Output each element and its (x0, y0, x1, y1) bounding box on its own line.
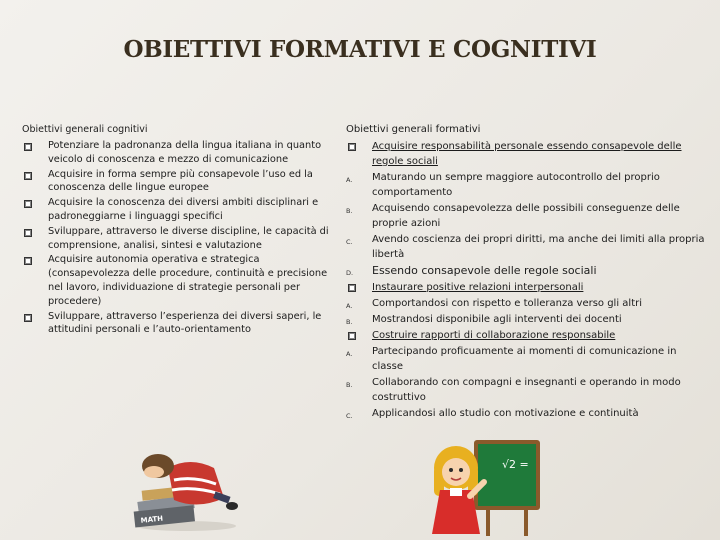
checkbox-bullet-icon (24, 257, 32, 265)
list-item: Acquisire la conoscenza dei diversi ambiti disciplinari e padroneggiarne i linguaggi specifici (22, 196, 340, 224)
list-item: Acquisire in forma sempre più consapevole l’uso ed la conoscenza delle lingue europee (22, 168, 340, 196)
list-item: Costruire rapporti di collaborazione responsabile (346, 328, 706, 343)
list-item: Sviluppare, attraverso le diverse discipline, le capacità di comprensione, analisi, sintesi e valutazione (22, 225, 340, 253)
list-item: Potenziare la padronanza della lingua italiana in quanto veicolo di conoscenza e mezzo di comunicazione (22, 139, 340, 167)
sleeping-student-illustration (128, 428, 240, 532)
list-item: B. Collaborando con compagni e insegnanti e operando in modo costruttivo (346, 377, 681, 403)
list-item: A. Partecipando proficuamente ai momenti di comunicazione in classe (346, 346, 677, 372)
formative-objectives-list (346, 139, 706, 421)
checkbox-bullet-icon (348, 143, 356, 151)
list-item: Instaurare positive relazioni interpersonali (346, 280, 706, 295)
checkbox-bullet-icon (24, 314, 32, 322)
formative-objectives-heading: Obiettivi generali formativi (346, 124, 481, 135)
formative-objectives-column (346, 124, 706, 422)
checkbox-bullet-icon (24, 172, 32, 180)
list-item: C. Applicandosi allo studio con motivazione e continuità (346, 408, 639, 420)
checkbox-bullet-icon (348, 332, 356, 340)
list-item: Sviluppare, attraverso l’esperienza dei diversi saperi, le attitudini personali e l’auto-orientamento (22, 310, 340, 338)
math-book-label: MATH (140, 514, 164, 525)
teacher-chalkboard-illustration (428, 438, 546, 538)
cognitive-objectives-column (22, 124, 340, 338)
checkbox-bullet-icon (348, 284, 356, 292)
list-item: Acquisire responsabilità personale essendo consapevole delle regole sociali (346, 139, 706, 169)
chalkboard-text: √2 = (502, 458, 529, 471)
list-item: D. Essendo consapevole delle regole sociali (346, 264, 597, 277)
list-item: A. Maturando un sempre maggiore autocontrollo del proprio comportamento (346, 172, 660, 198)
list-item: B. Acquisendo consapevolezza delle possibili conseguenze delle proprie azioni (346, 203, 680, 229)
list-item: C. Avendo coscienza dei propri diritti, ma anche dei limiti alla propria libertà (346, 234, 705, 260)
checkbox-bullet-icon (24, 143, 32, 151)
list-item: Acquisire autonomia operativa e strategica (consapevolezza delle procedure, continuità e precisione nel lavoro, individuazione di strategie personali per procedere) (22, 253, 340, 308)
page-title: OBIETTIVI FORMATIVI E COGNITIVI (123, 36, 597, 63)
cognitive-objectives-list (22, 139, 340, 337)
checkbox-bullet-icon (24, 229, 32, 237)
list-item: B. Mostrandosi disponibile agli interventi dei docenti (346, 314, 622, 326)
checkbox-bullet-icon (24, 200, 32, 208)
list-item: A. Comportandosi con rispetto e tolleranza verso gli altri (346, 298, 643, 310)
cognitive-objectives-heading: Obiettivi generali cognitivi (22, 124, 148, 135)
